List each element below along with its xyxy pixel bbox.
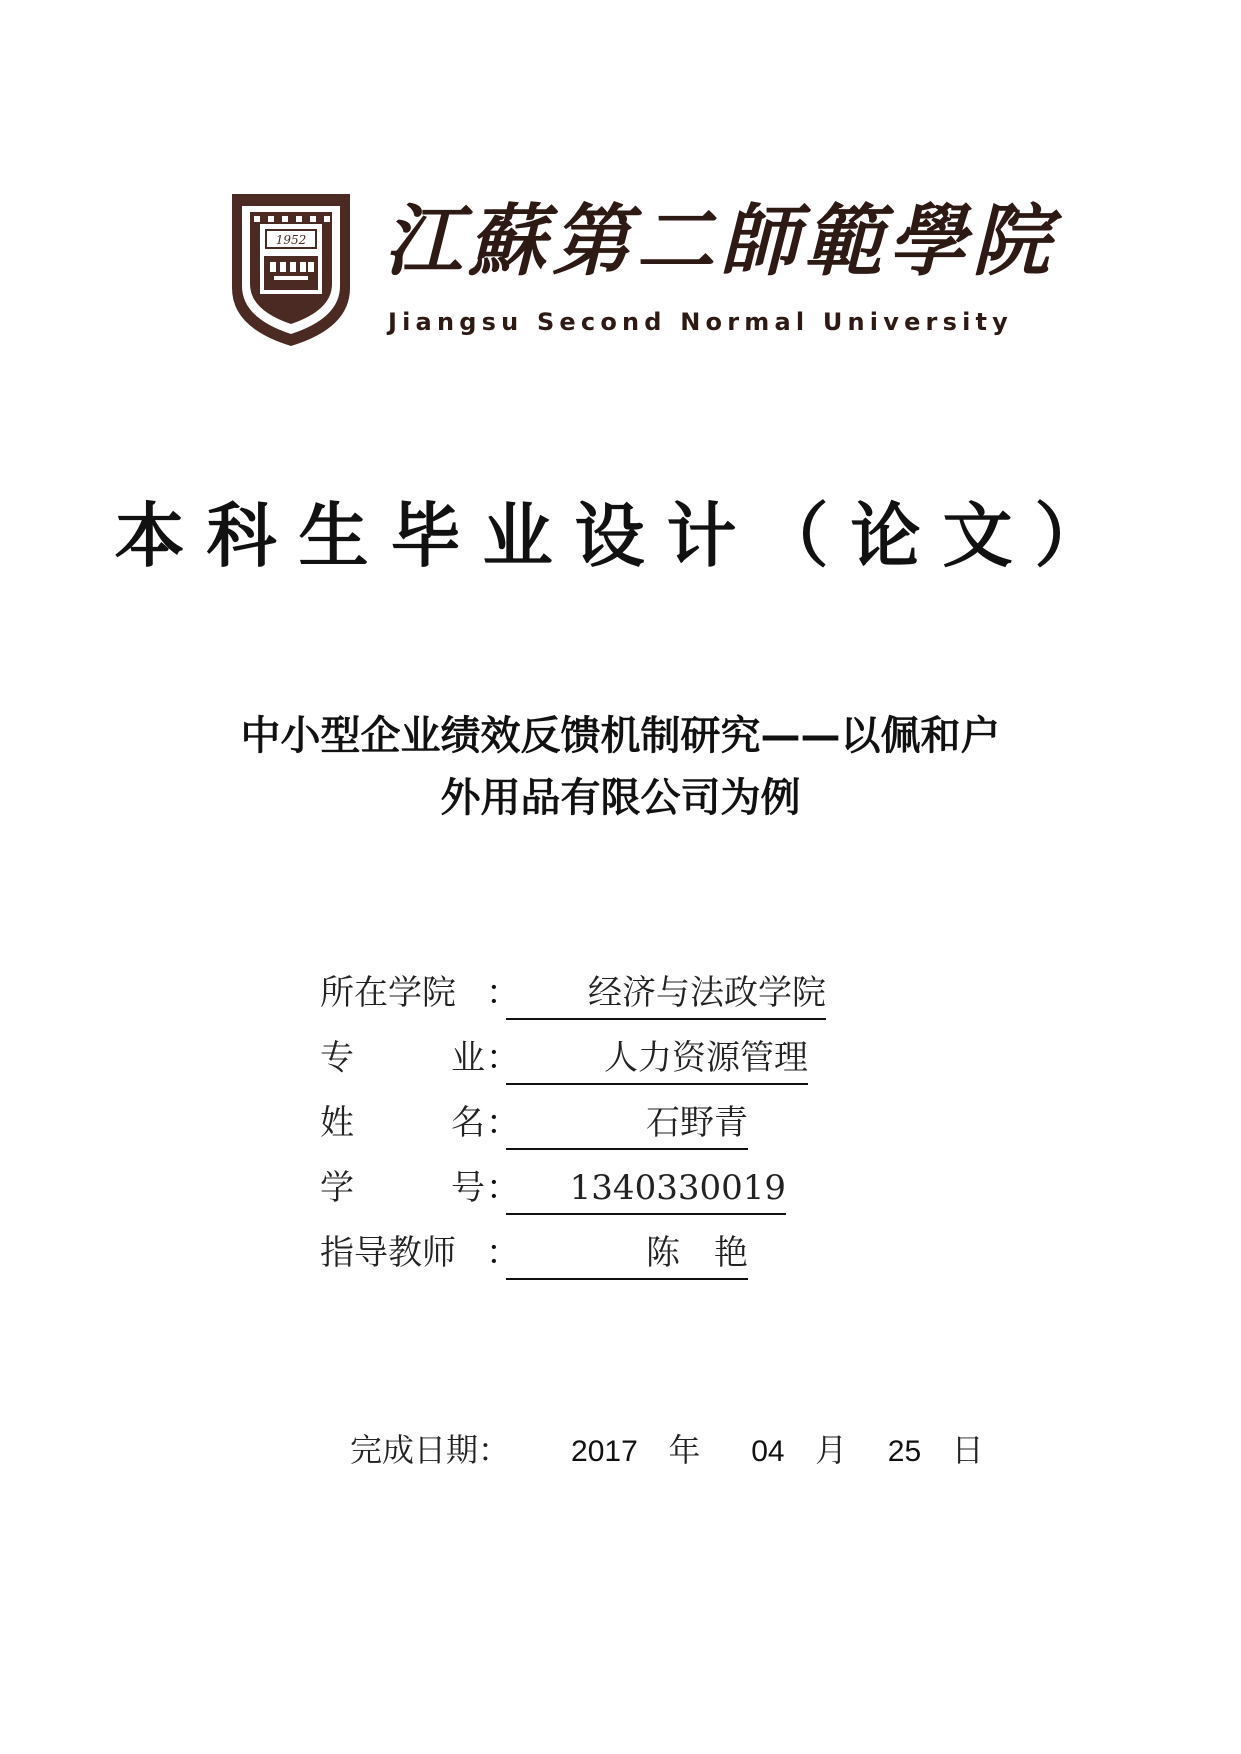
college-label: 所在学院 bbox=[320, 973, 456, 1013]
thesis-title-line-2: 外用品有限公司为例 bbox=[440, 775, 801, 821]
completion-year: 2017 bbox=[571, 1435, 638, 1468]
advisor-label: 指导教师 bbox=[320, 1233, 456, 1273]
info-row-college bbox=[320, 968, 880, 1033]
student-id-label-char-2: 号 bbox=[451, 1168, 485, 1208]
info-row-advisor bbox=[320, 1228, 880, 1293]
student-info bbox=[320, 968, 880, 1293]
major-value: 人力资源管理 bbox=[506, 1033, 808, 1085]
university-logo bbox=[228, 190, 1057, 360]
colon: ： bbox=[486, 1168, 520, 1208]
name-value: 石野青 bbox=[506, 1098, 748, 1150]
info-row-major bbox=[320, 1033, 880, 1098]
university-emblem-icon bbox=[228, 190, 354, 348]
university-name-english: Jiangsu Second Normal University bbox=[388, 308, 1014, 336]
thesis-title-line-1: 中小型企业绩效反馈机制研究——以佩和户 bbox=[240, 713, 1001, 759]
info-row-name bbox=[320, 1098, 880, 1163]
college-value: 经济与法政学院 bbox=[506, 968, 826, 1020]
major-label-char-1: 专 bbox=[320, 1038, 354, 1078]
completion-day: 25 bbox=[887, 1435, 922, 1468]
colon: ： bbox=[486, 973, 520, 1013]
completion-month-unit: 月 bbox=[815, 1431, 848, 1469]
name-label bbox=[320, 1098, 485, 1148]
advisor-value: 陈 艳 bbox=[506, 1228, 748, 1280]
info-row-student-id bbox=[320, 1163, 880, 1228]
colon: ： bbox=[486, 1233, 520, 1273]
colon: ： bbox=[486, 1103, 520, 1143]
major-label bbox=[320, 1033, 485, 1083]
svg-text:1952: 1952 bbox=[275, 233, 307, 247]
name-label-char-2: 名 bbox=[451, 1103, 485, 1143]
colon: ： bbox=[486, 1038, 520, 1078]
name-label-char-1: 姓 bbox=[320, 1103, 354, 1143]
document-title: 本科生毕业设计（论文） bbox=[114, 494, 1127, 577]
completion-month: 04 bbox=[751, 1435, 785, 1468]
university-name-chinese: 江蘇第二師範學院 bbox=[384, 196, 1057, 287]
student-id-label bbox=[320, 1163, 485, 1213]
completion-date bbox=[350, 1425, 984, 1471]
student-id-value: 1340330019 bbox=[506, 1163, 786, 1215]
student-id-label-char-1: 学 bbox=[320, 1168, 354, 1208]
completion-date-label: 完成日期： bbox=[350, 1431, 511, 1469]
completion-year-unit: 年 bbox=[668, 1431, 701, 1469]
completion-day-unit: 日 bbox=[951, 1431, 984, 1469]
major-label-char-2: 业 bbox=[451, 1038, 485, 1078]
thesis-title bbox=[150, 705, 1091, 829]
